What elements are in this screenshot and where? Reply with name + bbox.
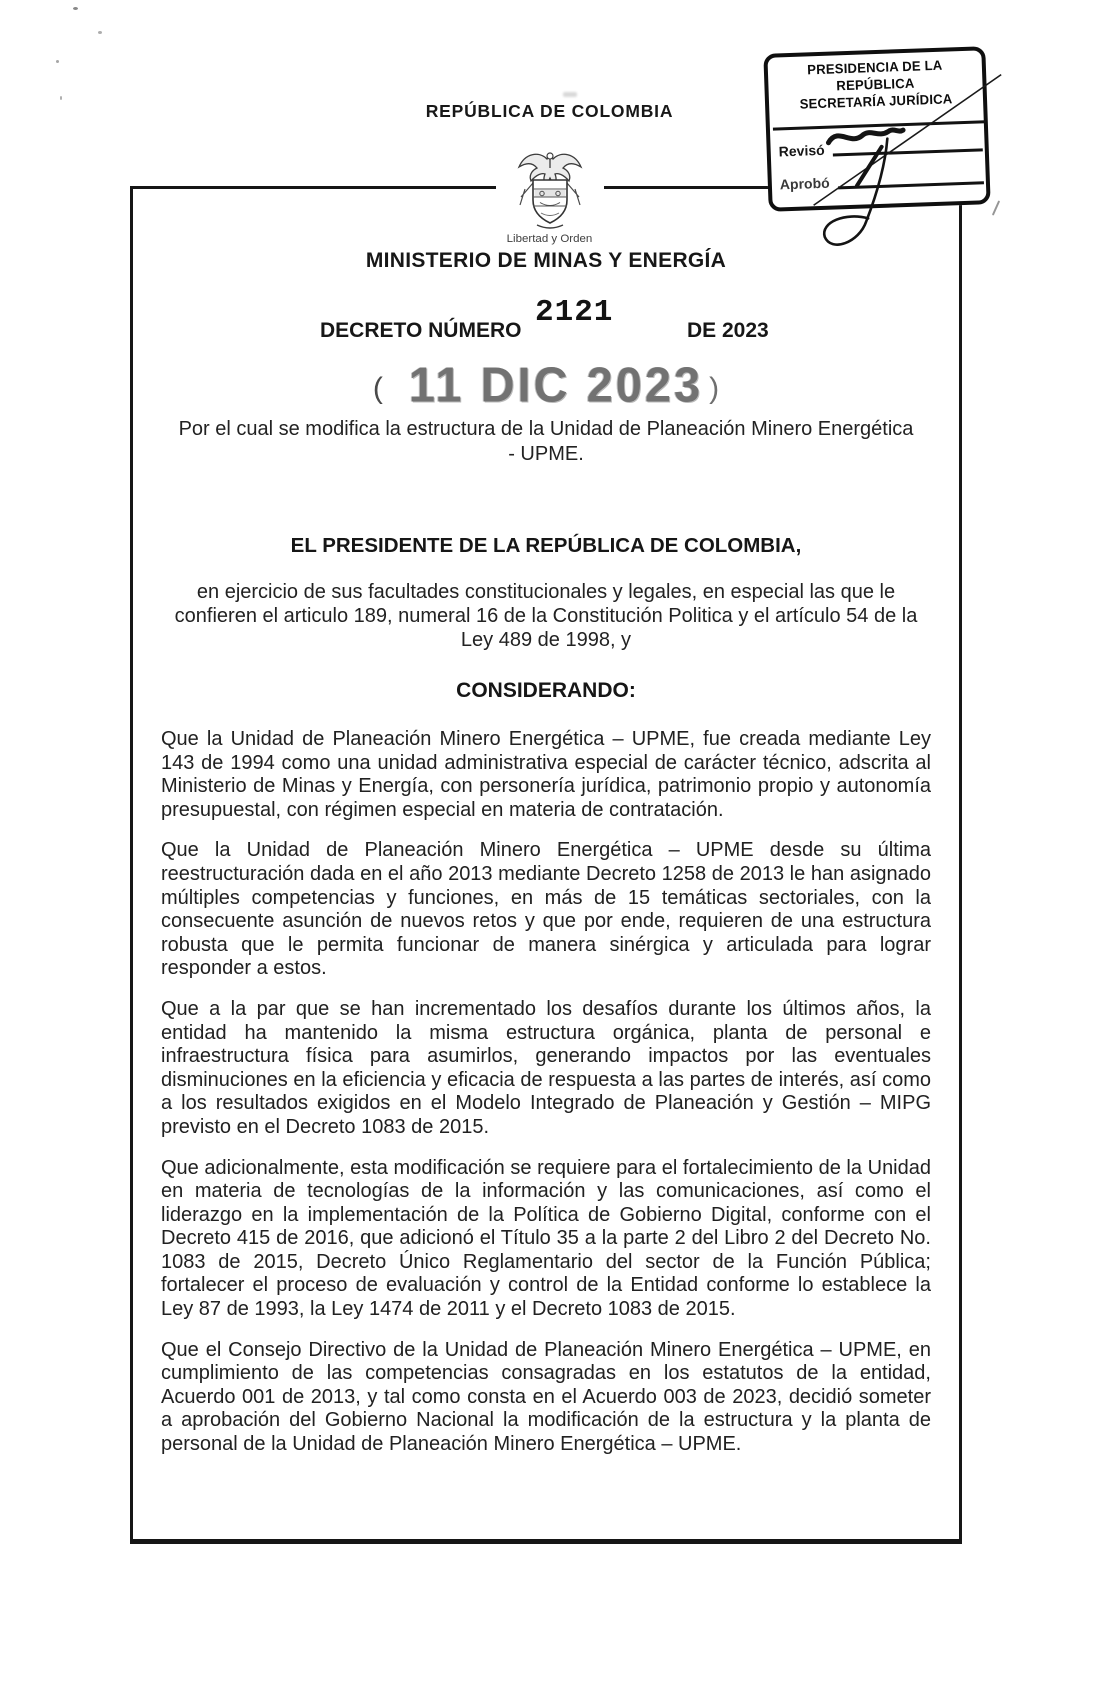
date-stamp-open-paren: ( [372,372,383,405]
coat-of-arms-icon [511,145,589,233]
decree-subject-line1: Por el cual se modifica la estructura de la Unidad de Planeación Minero Energética [178,418,914,440]
considering-paragraph: Que la Unidad de Planeación Minero Energética – UPME desde su última reestructuración dada en el año 2013 mediante Decreto 1258 de 2013 le han asignado múltiples competencias y funciones, en más de 15 temáticas sectoriales, con la consecuente asunción de nuevos retos y que por ende, requieren de una estructura robusta que le permita funcionar de manera sinérgica y articulada para lograr responder a estos. [161,839,931,980]
considering-heading: CONSIDERANDO: [456,679,636,702]
decree-subject [161,417,931,466]
considering-paragraph: Que el Consejo Directivo de la Unidad de Planeación Minero Energética – UPME, en cumplimiento de las competencias consagradas en los estatutos de la entidad, Acuerdo 001 de 2013, y tal como consta en el Acuerdo 003 de 2023, decidió someter a aprobación del Gobierno Nacional la modificación de la estructura y la planta de personal de la Unidad de Planeación Minero Energética – UPME. [161,1338,931,1456]
scan-artifact [98,31,102,34]
scan-artifact [73,7,78,10]
coat-of-arms [496,143,604,245]
authority-paragraph: en ejercicio de sus facultades constitucionales y legales, en especial las que le confieren el articulo 189, numeral 16 de la Constitución Politica y el artículo 54 de la Ley 489 de 1998, y [174,581,918,651]
issuer-heading: EL PRESIDENTE DE LA REPÚBLICA DE COLOMBIA, [290,534,802,557]
scan-artifact [56,60,59,63]
ministry-title: MINISTERIO DE MINAS Y ENERGÍA [365,249,727,272]
approved-label: Aprobó [779,174,830,193]
scan-artifact [563,92,577,97]
jurisdiction-review-stamp [763,46,990,212]
scan-artifact [60,96,62,100]
reviewed-label: Revisó [778,141,825,160]
considering-paragraph: Que a la par que se han incrementado los desafíos durante los últimos años, la entidad ha mantenido la misma estructura orgánica, planta de personal e infraestructura física para asumirlos, generando impactos por las eventuales disminuciones en la eficiencia y eficacia de respuesta a las partes de interés, así como a los resultados exigidos en el Modelo Integrado de Planeación y Gestión – MIPG previsto en el Decreto 1083 de 2015. [161,997,931,1138]
date-stamp-text: 11 DIC 2023 [408,356,704,412]
decree-year-label: DE 2023 [687,319,769,342]
date-stamp-close-paren: ) [709,372,720,405]
decree-number-value: 2121 [535,295,614,330]
republic-title: REPÚBLICA DE COLOMBIA [425,101,674,121]
stamp-title [767,55,984,113]
scan-artifact [992,200,1000,215]
document-border-frame [130,186,962,1544]
date-stamp [161,353,931,415]
stamp-title-line2: SECRETARÍA JURÍDICA [799,91,953,112]
decree-number-label: DECRETO NÚMERO [320,319,522,342]
decree-content [133,189,959,1474]
decree-subject-line2: - UPME. [508,442,584,465]
considering-paragraph: Que adicionalmente, esta modificación se requiere para el fortalecimiento de la Unidad en materia de tecnologías de la información y las comunicaciones, así como el liderazgo en la implementación de la Política de Gobierno Digital, conforme con el Decreto 415 de 2016, que adicionó el Título 35 a la parte 2 del Libro 2 del Decreto No. 1083 de 2015, Decreto Único Reglamentario del sector de la Función Pública; fortalecer el proceso de evaluación y control de la Entidad conforme lo establece la Ley 87 de 1993, la Ley 1474 de 2011 y el Decreto 1083 de 2015. [161,1156,931,1321]
stamp-title-line1: PRESIDENCIA DE LA REPÚBLICA [807,57,943,94]
coat-of-arms-motto: Libertad y Orden [506,233,593,245]
considering-paragraph: Que la Unidad de Planeación Minero Energética – UPME, fue creada mediante Ley 143 de 1994 como una unidad administrativa especial de carácter técnico, adscrita al Ministerio de Minas y Energía, con personería jurídica, patrimonio propio y autonomía presupuestal, con régimen especial en materia de contratación. [161,728,931,821]
decree-number-row [161,295,931,351]
considering-paragraphs [161,728,931,1457]
